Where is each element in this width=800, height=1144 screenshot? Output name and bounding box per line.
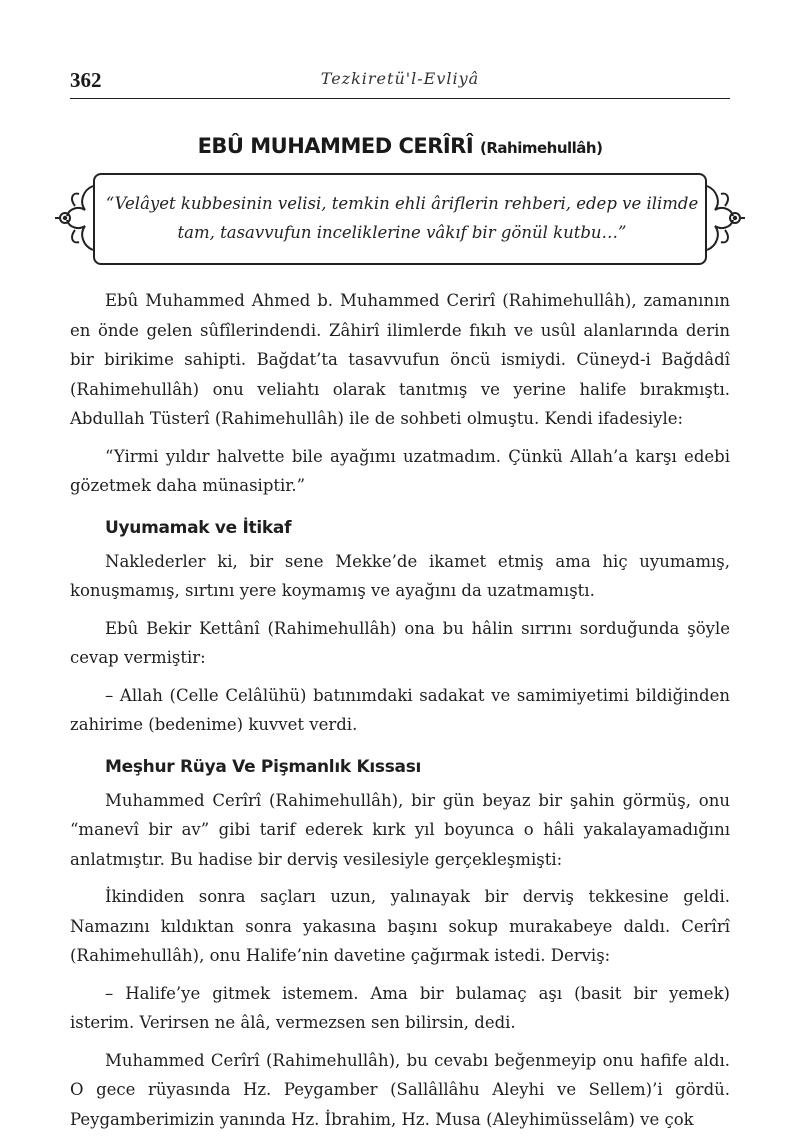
epigraph-text <box>95 189 709 247</box>
paragraph: Muhammed Cerîrî (Rahimehullâh), bir gün beyaz bir şahin görmüş, onu “manevî bir av” gibi tarif ederek kırk yıl boyunca o hâli yakalayamadığını anlatmıştır. Bu hadise bir derviş vesilesiyle gerçekleşmişti: <box>70 790 730 869</box>
paragraph: Ebû Bekir Kettânî (Rahimehullâh) ona bu hâlin sırrını sorduğunda şöyle cevap vermiştir: <box>70 618 730 667</box>
paragraph-quote: “Yirmi yıldır halvette bile ayağımı uzatmadım. Çünkü Allah’a karşı edebi gözetmek daha münasiptir.” <box>70 446 730 495</box>
floral-scroll-ornament-icon <box>705 176 745 260</box>
epigraph-line: “Velâyet kubbesinin velisi, temkin ehli âriflerin rehberi, edep ve ilimde <box>105 194 699 213</box>
paragraph: Muhammed Cerîrî (Rahimehullâh), bu cevabı beğenmeyip onu hafife aldı. O gece rüyasında Hz. Peygamber (Sallâllâhu Aleyhi ve Sellem)’i gördü. Peygamberimizin yanında Hz. İbrahim, Hz. Musa (Aleyhimüsselâm) ve çok <box>70 1050 730 1129</box>
epigraph-line: tam, tasavvufun inceliklerine vâkıf bir gönül kutbu…” <box>177 223 627 242</box>
body-text <box>70 286 730 1142</box>
epigraph-box <box>93 173 707 265</box>
chapter-title <box>70 134 730 158</box>
page-number: 362 <box>70 68 102 92</box>
paragraph: – Halife’ye gitmek istemem. Ama bir bulamaç aşı (basit bir yemek) isterim. Verirsen ne âlâ, vermezsen sen bilirsin, dedi. <box>70 983 730 1032</box>
running-head <box>70 64 730 99</box>
paragraph: İkindiden sonra saçları uzun, yalınayak bir derviş tekkesine geldi. Namazını kıldıktan sonra yakasına başını sokup murakabeye daldı. Cerîrî (Rahimehullâh), onu Halife’nin davetine çağırmak istedi. Derviş: <box>70 887 730 965</box>
floral-scroll-ornament-icon <box>55 176 95 260</box>
chapter-title-name: EBÛ MUHAMMED CERÎRÎ <box>197 134 474 158</box>
chapter-title-honorific: (Rahimehullâh) <box>479 139 603 157</box>
paragraph: – Allah (Celle Celâlühü) batınımdaki sadakat ve samimiyetimi bildiğinden zahirime (bedenime) kuvvet verdi. <box>70 685 730 734</box>
book-title: Tezkiretü'l-Evliyâ <box>320 69 480 88</box>
section-heading: Uyumamak ve İtikaf <box>105 517 292 538</box>
paragraph: Ebû Muhammed Ahmed b. Muhammed Cerirî (Rahimehullâh), zamanının en önde gelen sûfîlerindendi. Zâhirî ilimlerde fıkıh ve usûl alanlarında derin bir birikime sahipti. Bağdat’ta tasavvufun öncü ismiydi. Cüneyd-i Bağdâdî (Rahimehullâh) onu veliahtı olarak tanıtmış ve yerine halife bırakmıştı. Abdullah Tüsterî (Rahimehullâh) ile de sohbeti olmuştu. Kendi ifadesiyle: <box>70 291 730 428</box>
section-heading: Meşhur Rüya Ve Pişmanlık Kıssası <box>105 756 422 777</box>
paragraph: Naklederler ki, bir sene Mekke’de ikamet etmiş ama hiç uyumamış, konuşmamış, sırtını yere koymamış ve ayağını da uzatmamıştı. <box>70 551 730 600</box>
